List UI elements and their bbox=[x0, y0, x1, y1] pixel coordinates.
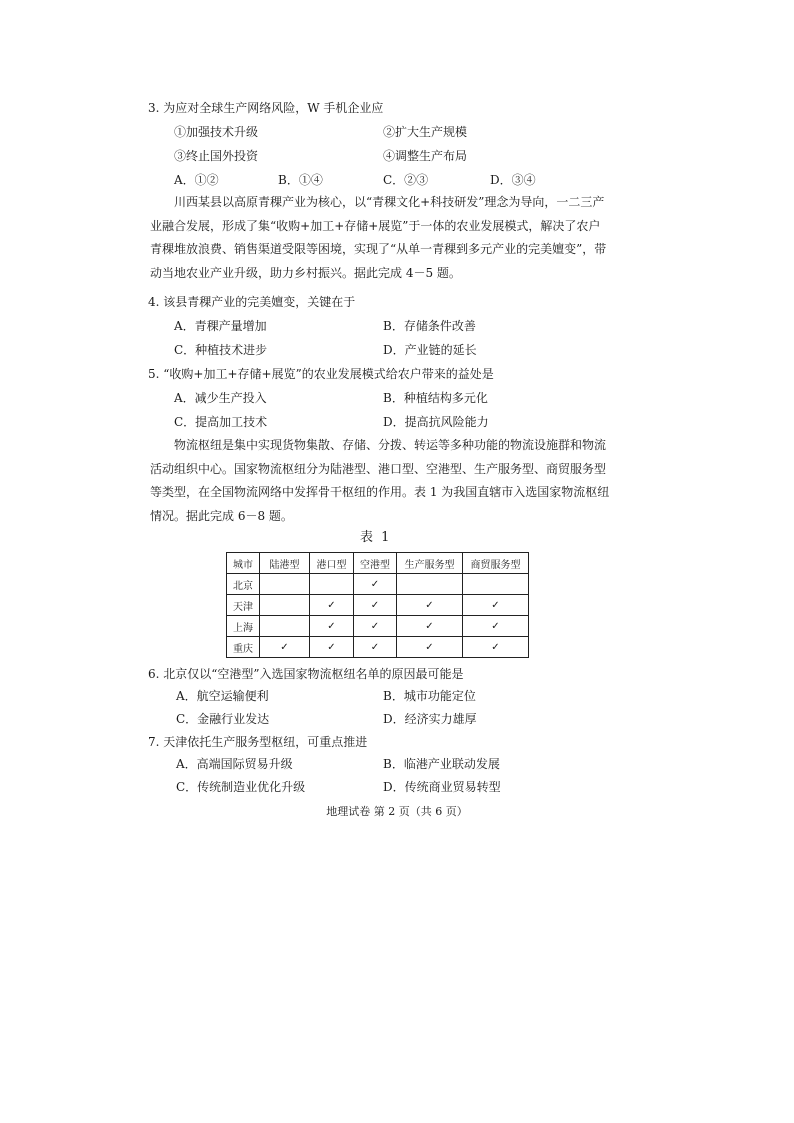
check-mark-icon: ✓ bbox=[463, 595, 529, 616]
table-header-trade-service: 商贸服务型 bbox=[463, 553, 529, 574]
q6-option-c: C．金融行业发达 bbox=[176, 712, 270, 726]
passage-logistics-hub bbox=[150, 434, 610, 528]
check-mark-icon: ✓ bbox=[310, 595, 354, 616]
passage-2-text: 物流枢纽是集中实现货物集散、存储、分拨、转运等多种功能的物流设施群和物流活动组织中心。国家物流枢纽分为陆港型、港口型、空港型、生产服务型、商贸服务型等类型，在全国物流网络中发挥骨干枢纽的作用。表 1 为我国直辖市入选国家物流枢纽情况。据此完成 6－8 题。 bbox=[150, 438, 610, 523]
check-mark-icon: ✓ bbox=[310, 637, 354, 658]
q3-item-1: ①加强技术升级 bbox=[174, 125, 259, 139]
question-6-stem: 6. 北京仅以“空港型”入选国家物流枢纽名单的原因最可能是 bbox=[148, 667, 464, 681]
page-footer: 地理试卷 第 2 页（共 6 页） bbox=[326, 805, 468, 818]
q5-option-d: D．提高抗风险能力 bbox=[383, 415, 489, 429]
q3-option-c: C．②③ bbox=[383, 173, 429, 187]
q6-option-d: D．经济实力雄厚 bbox=[383, 712, 477, 726]
table-row bbox=[227, 574, 529, 595]
logistics-hub-table bbox=[226, 552, 529, 658]
q4-option-a: A．青稞产量增加 bbox=[174, 319, 267, 333]
check-mark-icon: ✓ bbox=[463, 616, 529, 637]
question-5-stem: 5. “收购+加工+存储+展览”的农业发展模式给农户带来的益处是 bbox=[148, 367, 494, 381]
table-cell-empty bbox=[463, 574, 529, 595]
q3-item-4: ④调整生产布局 bbox=[383, 149, 468, 163]
check-mark-icon: ✓ bbox=[354, 574, 397, 595]
q5-option-c: C．提高加工技术 bbox=[174, 415, 268, 429]
q3-item-3: ③终止国外投资 bbox=[174, 149, 259, 163]
q3-item-2: ②扩大生产规模 bbox=[383, 125, 468, 139]
table-row bbox=[227, 637, 529, 658]
q4-option-b: B．存储条件改善 bbox=[383, 319, 476, 333]
check-mark-icon: ✓ bbox=[463, 637, 529, 658]
check-mark-icon: ✓ bbox=[354, 616, 397, 637]
table-header-production-service: 生产服务型 bbox=[397, 553, 463, 574]
table-header-city: 城市 bbox=[227, 553, 260, 574]
table-cell-city: 重庆 bbox=[227, 637, 260, 658]
check-mark-icon: ✓ bbox=[260, 637, 310, 658]
check-mark-icon: ✓ bbox=[397, 616, 463, 637]
q7-option-a: A．高端国际贸易升级 bbox=[176, 757, 293, 771]
q3-option-a: A．①② bbox=[174, 173, 219, 187]
check-mark-icon: ✓ bbox=[354, 595, 397, 616]
table-cell-empty bbox=[310, 574, 354, 595]
table-header-airport: 空港型 bbox=[354, 553, 397, 574]
q6-option-b: B．城市功能定位 bbox=[383, 689, 476, 703]
table-caption: 表 1 bbox=[360, 530, 392, 545]
q4-option-c: C．种植技术进步 bbox=[174, 343, 268, 357]
table-cell-city: 上海 bbox=[227, 616, 260, 637]
table-header-row bbox=[227, 553, 529, 574]
table-cell-city: 北京 bbox=[227, 574, 260, 595]
q3-option-b: B．①④ bbox=[278, 173, 323, 187]
check-mark-icon: ✓ bbox=[354, 637, 397, 658]
check-mark-icon: ✓ bbox=[397, 595, 463, 616]
table-row bbox=[227, 616, 529, 637]
q4-option-d: D．产业链的延长 bbox=[383, 343, 477, 357]
table-cell-empty bbox=[260, 595, 310, 616]
q6-option-a: A．航空运输便利 bbox=[176, 689, 269, 703]
q5-option-a: A．减少生产投入 bbox=[174, 391, 267, 405]
passage-1-text: 川西某县以高原青稞产业为核心，以“青稞文化+科技研发”理念为导向，一二三产业融合发展，形成了集“收购+加工+存储+展览”于一体的农业发展模式，解决了农户青稞堆放浪费、销售渠道受限等困境，实现了“从单一青稞到多元产业的完美嬗变”，带动当地农业产业升级，助力乡村振兴。据此完成 4－5 题。 bbox=[150, 195, 607, 280]
question-7-stem: 7. 天津依托生产服务型枢纽，可重点推进 bbox=[148, 735, 368, 749]
q7-option-d: D．传统商业贸易转型 bbox=[383, 780, 501, 794]
question-3-stem: 3. 为应对全球生产网络风险，W 手机企业应 bbox=[148, 101, 384, 115]
table-cell-empty bbox=[397, 574, 463, 595]
table-cell-city: 天津 bbox=[227, 595, 260, 616]
table-header-land-port: 陆港型 bbox=[260, 553, 310, 574]
q5-option-b: B．种植结构多元化 bbox=[383, 391, 488, 405]
table-cell-empty bbox=[260, 574, 310, 595]
check-mark-icon: ✓ bbox=[397, 637, 463, 658]
question-4-stem: 4. 该县青稞产业的完美嬗变，关键在于 bbox=[148, 295, 356, 309]
q7-option-c: C．传统制造业优化升级 bbox=[176, 780, 306, 794]
table-row bbox=[227, 595, 529, 616]
q3-option-d: D．③④ bbox=[490, 173, 536, 187]
table-header-seaport: 港口型 bbox=[310, 553, 354, 574]
check-mark-icon: ✓ bbox=[310, 616, 354, 637]
q7-option-b: B．临港产业联动发展 bbox=[383, 757, 500, 771]
table-cell-empty bbox=[260, 616, 310, 637]
passage-highland-barley bbox=[150, 191, 610, 285]
